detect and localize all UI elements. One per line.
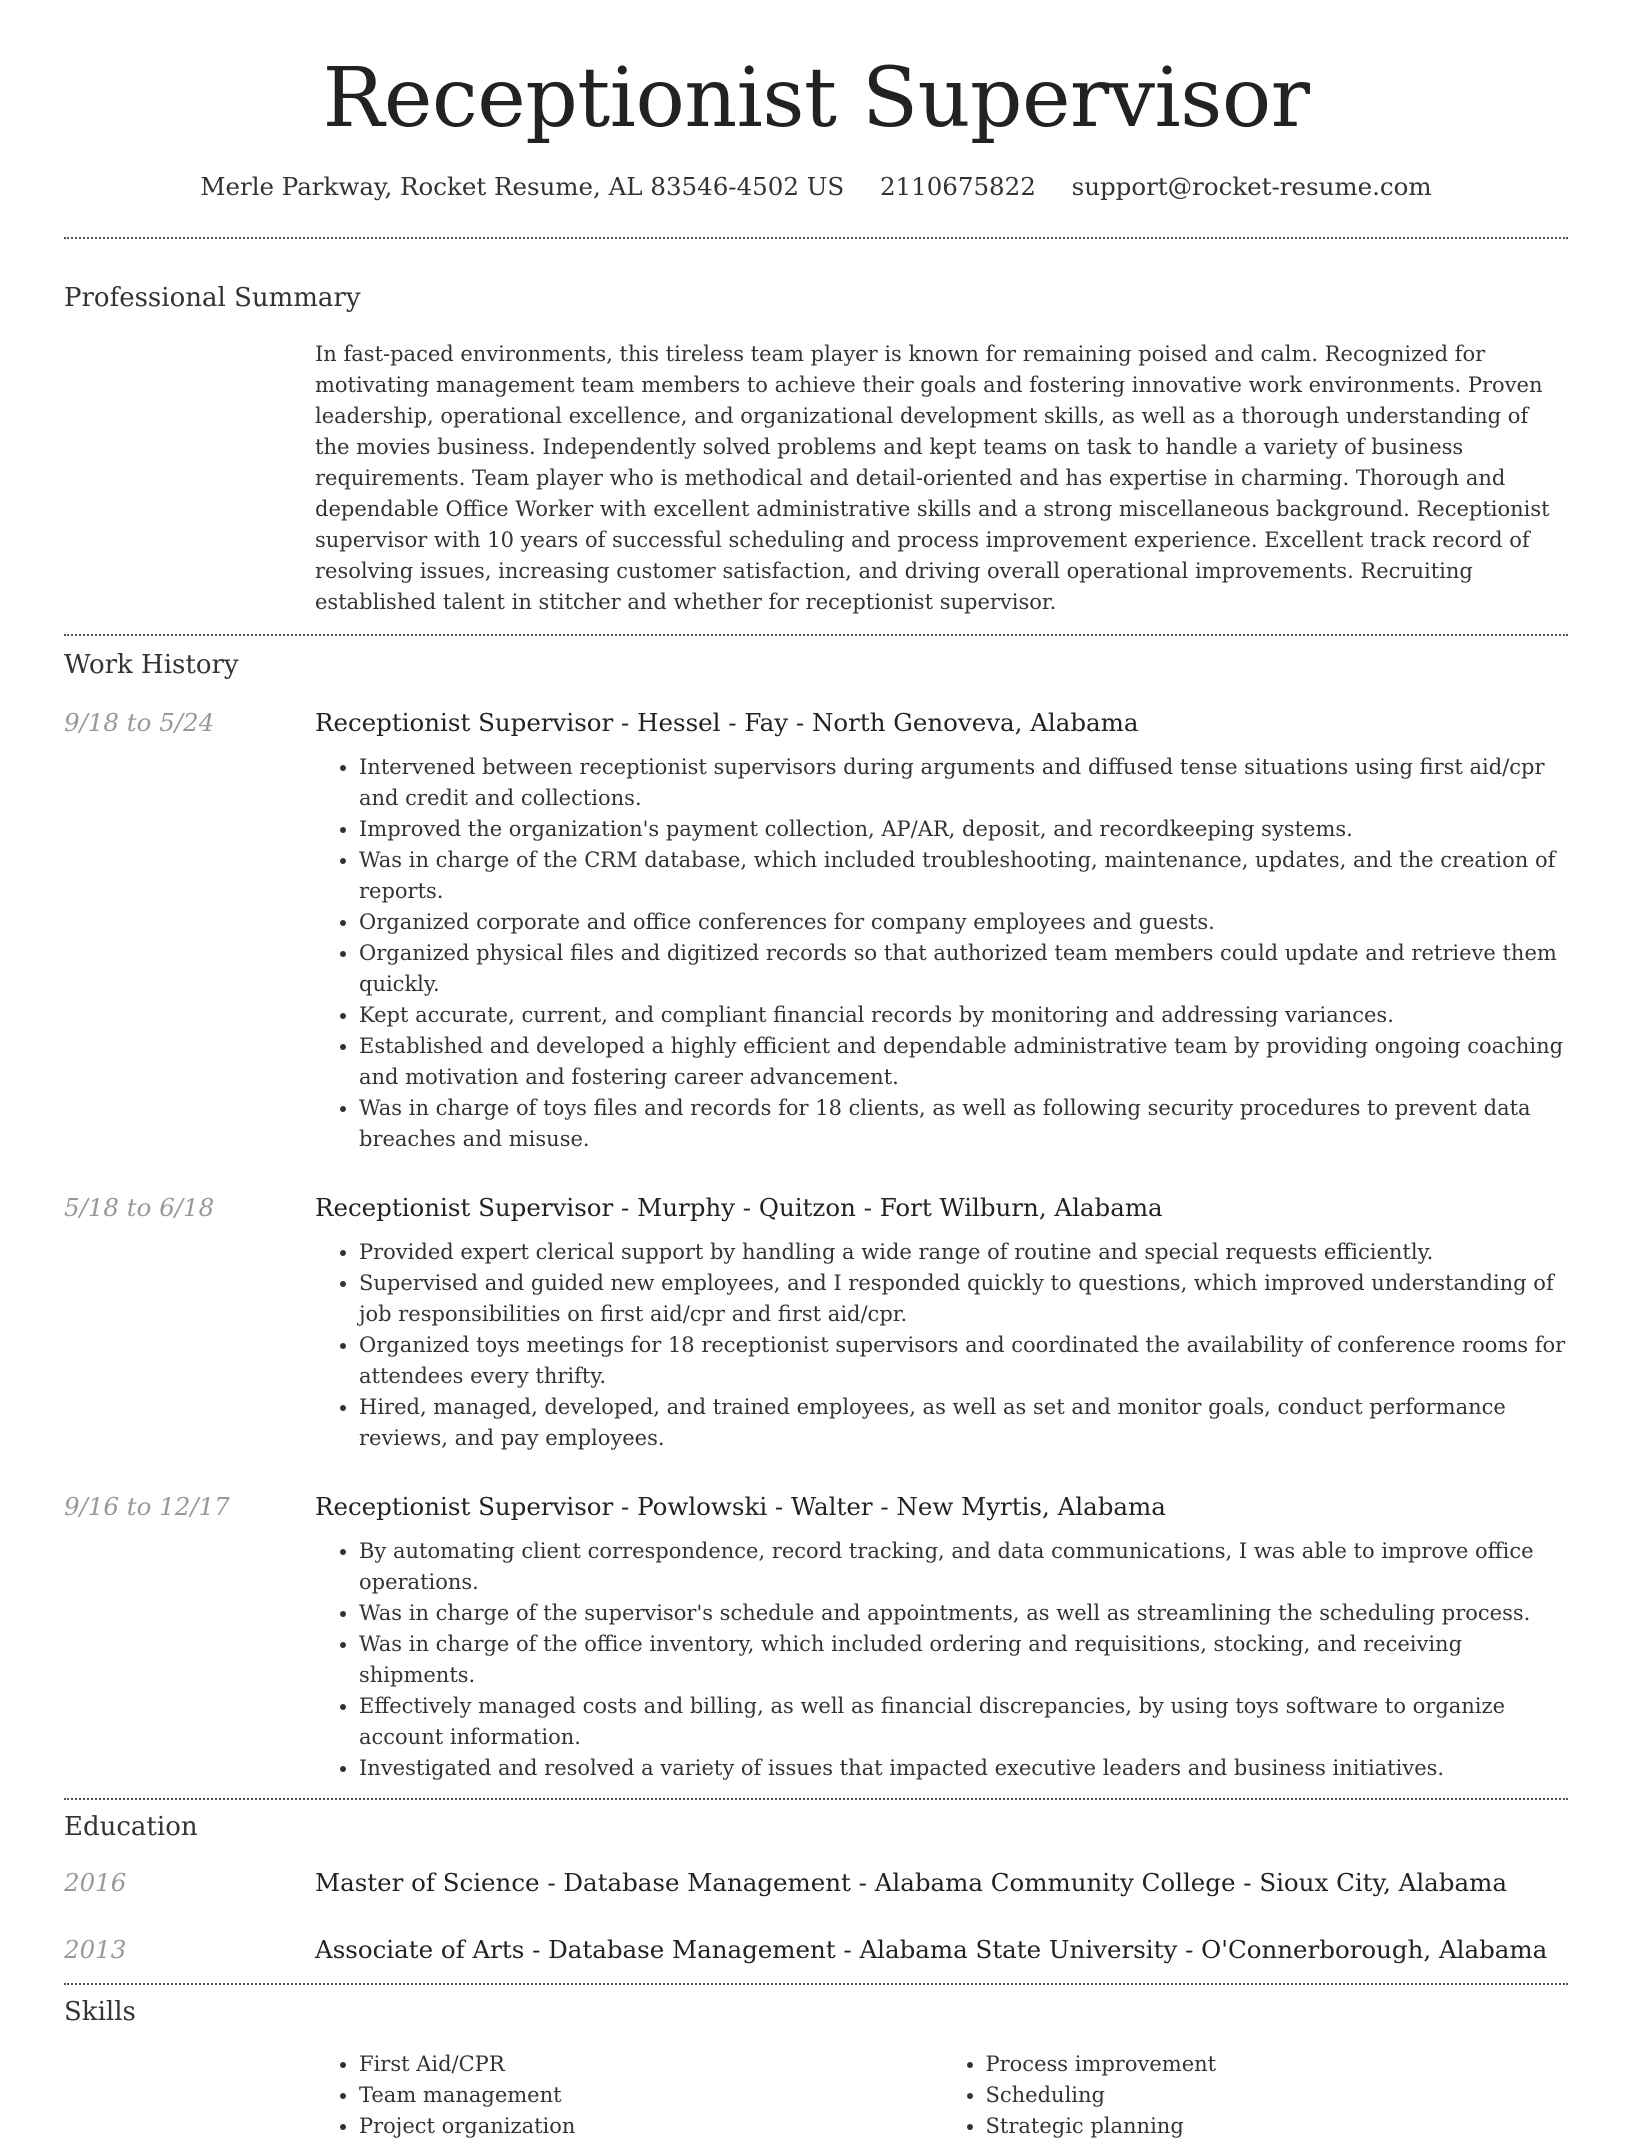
skills-title: Skills	[64, 1997, 136, 2027]
job-bullet: • Hired, managed, developed, and trained employees, as well as set and monitor goals, conduct performance reviews, and pay employees.	[359, 1392, 1568, 1454]
job-bullet: • Provided expert clerical support by handling a wide range of routine and special requests efficiently.	[359, 1237, 1568, 1268]
work-history-title: Work History	[64, 650, 239, 680]
summary-divider	[64, 634, 1568, 636]
job-bullet: • Investigated and resolved a variety of issues that impacted executive leaders and business initiatives.	[359, 1753, 1568, 1784]
job-bullet: • Organized physical files and digitized records so that authorized team members could update and retrieve them quickly.	[359, 938, 1568, 1000]
job-bullet: • Intervened between receptionist supervisors during arguments and diffused tense situations using first aid/cpr and credit and collections.	[359, 752, 1568, 814]
job-entry	[64, 1490, 1568, 1798]
job-bullet: • By automating client correspondence, record tracking, and data communications, I was able to improve office operations.	[359, 1536, 1568, 1598]
job-bullet: • Was in charge of the CRM database, which included troubleshooting, maintenance, updates, and the creation of reports.	[359, 845, 1568, 907]
education-heading: Associate of Arts - Database Management - Alabama State University - O'Connerborough, Alabama	[315, 1935, 1548, 1964]
job-bullet: • Organized toys meetings for 18 receptionist supervisors and coordinated the availability of conference rooms for attendees every thrifty.	[359, 1330, 1568, 1392]
education-entry	[64, 1866, 1568, 1900]
work-divider	[64, 1798, 1568, 1800]
summary-title: Professional Summary	[64, 283, 361, 313]
job-bullet: • Kept accurate, current, and compliant financial records by monitoring and addressing variances.	[359, 1000, 1568, 1031]
job-bullet: • Improved the organization's payment collection, AP/AR, deposit, and recordkeeping systems.	[359, 814, 1568, 845]
skills-column-right	[942, 2049, 1569, 2142]
job-bullet: • Effectively managed costs and billing, as well as financial discrepancies, by using toys software to organize account information.	[359, 1691, 1568, 1753]
skills-column-left	[315, 2049, 942, 2142]
job-bullet: • Established and developed a highly efficient and dependable administrative team by providing ongoing coaching and motivation and fostering career advancement.	[359, 1031, 1568, 1093]
education-entry	[64, 1933, 1568, 1967]
skill-item: • Process improvement	[986, 2049, 1569, 2080]
job-body	[315, 706, 1568, 1155]
contact-line	[64, 172, 1568, 201]
job-heading: Receptionist Supervisor - Murphy - Quitzon - Fort Wilburn, Alabama	[315, 1193, 1163, 1222]
contact-address: Merle Parkway, Rocket Resume, AL 83546-4502 US	[200, 172, 845, 201]
contact-email: support@rocket-resume.com	[1071, 172, 1432, 201]
education-title: Education	[64, 1812, 198, 1842]
job-bullet: • Was in charge of the supervisor's schedule and appointments, as well as streamlining the scheduling process.	[359, 1598, 1568, 1629]
job-entry	[64, 706, 1568, 1155]
education-heading: Master of Science - Database Management - Alabama Community College - Sioux City, Alabama	[315, 1868, 1507, 1897]
education-date: 2013	[64, 1935, 127, 1964]
education-divider	[64, 1983, 1568, 1985]
job-bullet: • Was in charge of toys files and records for 18 clients, as well as following security procedures to prevent data breaches and misuse.	[359, 1093, 1568, 1155]
job-bullet: • Organized corporate and office conferences for company employees and guests.	[359, 907, 1568, 938]
job-bullet: • Supervised and guided new employees, and I responded quickly to questions, which improved understanding of job responsibilities on first aid/cpr and first aid/cpr.	[359, 1268, 1568, 1330]
job-heading: Receptionist Supervisor - Hessel - Fay - North Genoveva, Alabama	[315, 708, 1139, 737]
contact-phone: 2110675822	[879, 172, 1036, 201]
skill-item: • Project organization	[359, 2111, 942, 2142]
job-heading: Receptionist Supervisor - Powlowski - Walter - New Myrtis, Alabama	[315, 1492, 1166, 1521]
job-date: 9/18 to 5/24	[64, 708, 215, 737]
skill-item: • Team management	[359, 2080, 942, 2111]
job-bullets	[315, 1536, 1568, 1784]
skill-item: • Scheduling	[986, 2080, 1569, 2111]
skill-item: • First Aid/CPR	[359, 2049, 942, 2080]
job-bullets	[315, 1237, 1568, 1454]
skill-item: • Strategic planning	[986, 2111, 1569, 2142]
job-bullets	[315, 752, 1568, 1155]
job-bullet: • Was in charge of the office inventory, which included ordering and requisitions, stocking, and receiving shipments.	[359, 1629, 1568, 1691]
job-body	[315, 1490, 1568, 1798]
job-date: 5/18 to 6/18	[64, 1193, 215, 1222]
header-divider	[64, 237, 1568, 239]
summary-text: In fast-paced environments, this tireless team player is known for remaining poised and calm. Recognized for motivating management team members to achieve their goals and fostering innovative work environments. Proven leadership, operational excellence, and organizational development skills, as well as a thorough understanding of the movies business. Independently solved problems and kept teams on task to handle a variety of business requirements. Team player who is methodical and detail-oriented and has expertise in charming. Thorough and dependable Office Worker with excellent administrative skills and a strong miscellaneous background. Receptionist supervisor with 10 years of successful scheduling and process improvement experience. Excellent track record of resolving issues, increasing customer satisfaction, and driving overall operational improvements. Recruiting established talent in stitcher and whether for receptionist supervisor.	[315, 342, 1550, 614]
skills-list	[315, 2049, 1568, 2142]
job-body	[315, 1191, 1568, 1454]
education-date: 2016	[64, 1868, 127, 1897]
job-entry	[64, 1191, 1568, 1454]
job-date: 9/16 to 12/17	[64, 1492, 230, 1521]
resume-name: Receptionist Supervisor	[322, 51, 1310, 146]
